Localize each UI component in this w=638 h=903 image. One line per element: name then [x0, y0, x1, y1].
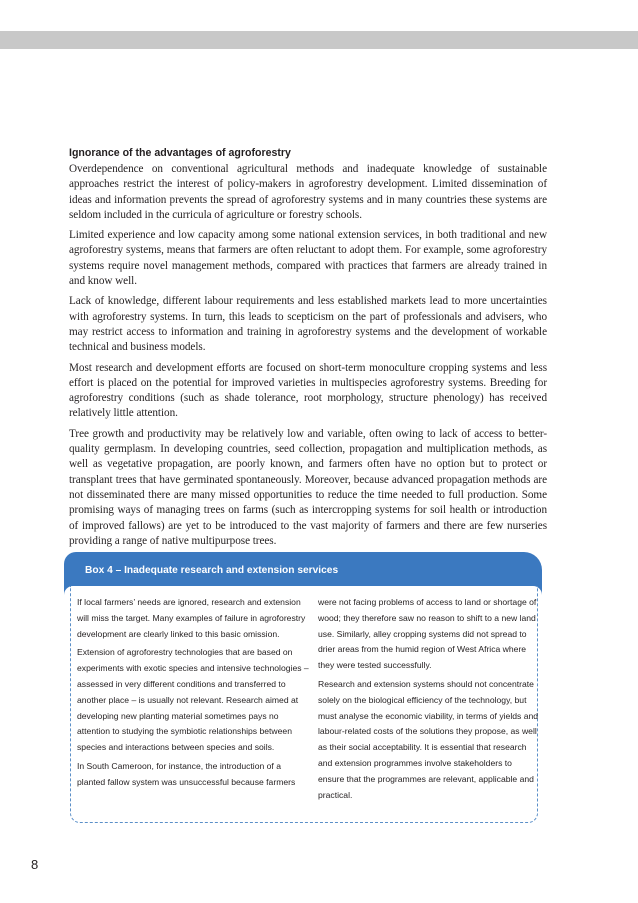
- main-text-section: [69, 146, 547, 554]
- page-header-band: [0, 31, 638, 49]
- box-title: Box 4 – Inadequate research and extension services: [85, 565, 339, 576]
- box-paragraph: Extension of agroforestry technologies that are based on experiments with exotic species and intensive technologies – assessed in very different conditions and transferred to another place – is usually not relevant. Research aimed at developing new planting material sometimes pays no attention to studying the symbiotic relationships between species and interactions between species and soils.: [77, 647, 309, 753]
- box-paragraph: If local farmers’ needs are ignored, research and extension will miss the target. Many examples of failure in agroforestry development are clearly linked to this basic omission.: [77, 597, 306, 639]
- box-right-column: [318, 595, 540, 806]
- body-paragraph: Lack of knowledge, different labour requirements and less established markets lead to more uncertainties with agroforestry systems. In turn, this leads to scepticism on the part of professionals and advisers, who may restrict access to information and training in agroforestry systems and the development of workable technical and business models.: [69, 295, 547, 354]
- body-paragraph: Tree growth and productivity may be relatively low and variable, often owing to lack of access to better-quality germplasm. In developing countries, seed collection, propagation and multiplication methods, as well as vegetative propagation, are poorly known, and farmers often have no option but to protect or transplant trees that have germinated spontaneously. Moreover, because advanced propagation methods are not disseminated there are many missed opportunities to reduce the time needed to full production. Some promising ways of managing trees on farms (such as intercropping systems for soil health or introduction of improved fallows) are yet to be introduced to the vast majority of farmers and there are few nurseries providing a range of native multipurpose trees.: [69, 427, 547, 547]
- section-heading: Ignorance of the advantages of agroforestry: [69, 147, 291, 159]
- box-paragraph: Research and extension systems should not concentrate solely on the biological efficiency of the technology, but must analyse the economic viability, in terms of yields and labour-related costs of the solutions they propose, as well as their social acceptability. It is essential that research and extension programmes involve stakeholders to ensure that the programmes are relevant, applicable and practical.: [318, 678, 539, 800]
- body-paragraph: Limited experience and low capacity among some national extension services, in both traditional and new agroforestry systems, means that farmers are often reluctant to adopt them. For example, some agroforestry systems require novel management methods, compared with practices that farmers are already trained in and know well.: [69, 229, 547, 288]
- box-paragraph: In South Cameroon, for instance, the introduction of a planted fallow system was unsuccessful because farmers: [77, 760, 296, 787]
- body-paragraph: Most research and development efforts are focused on short-term monoculture cropping systems and less effort is placed on the potential for improved varieties in multispecies agroforestry systems. Breeding for agroforestry conditions (such as shade tolerance, root morphology, structure phenology) has received relatively little attention.: [69, 361, 547, 420]
- body-paragraph: Overdependence on conventional agricultural methods and inadequate knowledge of sustainable approaches restrict the interest of policy-makers in agroforestry development. Limited dissemination of ideas and information prevents the spread of agroforestry systems and in many countries these systems are seldom included in the curricula of agriculture or forestry schools.: [69, 163, 547, 221]
- box-left-column: [77, 595, 309, 794]
- box-paragraph: were not facing problems of access to land or shortage of wood; they therefore saw no reason to shift to a new land use. Similarly, alley cropping systems did not spread to drier areas from the humid region of West Africa where they were tested successfully.: [318, 597, 537, 671]
- box-body: [70, 586, 538, 823]
- box-4: [64, 552, 542, 823]
- page-number: 8: [31, 857, 39, 872]
